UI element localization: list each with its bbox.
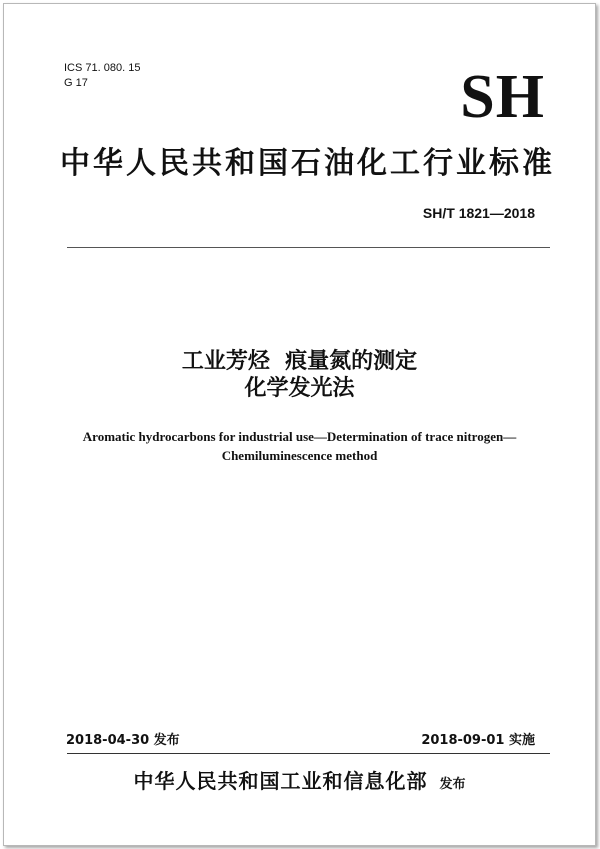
english-title-line2: Chemiluminescence method (221, 448, 378, 463)
standard-mark: SH (460, 63, 545, 131)
publish-label: 发布 (439, 777, 466, 792)
footer-divider (67, 753, 550, 754)
english-title-line1: Aromatic hydrocarbons for industrial use—Determination of trace nitrogen— (82, 429, 517, 444)
chinese-title-line2: 化学发光法 (244, 376, 355, 401)
issuing-authority: 中华人民共和国工业和信息化部 (133, 769, 428, 793)
standard-number: SH/T 1821—2018 (422, 205, 535, 221)
header-divider (67, 247, 550, 248)
standard-type-title: 中华人民共和国石油化工行业标准 (60, 146, 555, 181)
chinese-title-line1: 工业芳烃 痕量氮的测定 (181, 349, 418, 374)
standard-cover-page (3, 3, 596, 846)
issuer-line (4, 767, 595, 799)
implementation-date: 2018-09-01 实施 (421, 733, 535, 748)
ics-code: ICS 71. 080. 15 (64, 62, 141, 74)
issue-date: 2018-04-30 发布 (66, 733, 180, 748)
ccs-code: G 17 (64, 77, 88, 89)
classification-codes (64, 61, 140, 91)
